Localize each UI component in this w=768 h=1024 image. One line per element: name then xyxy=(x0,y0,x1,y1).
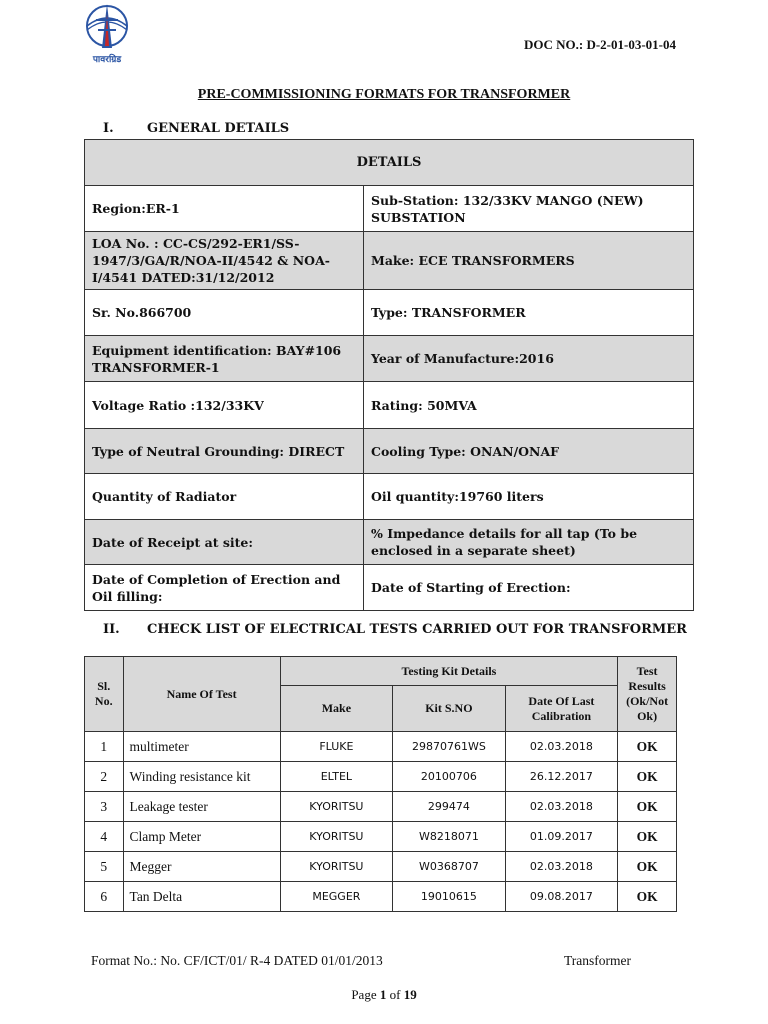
page-number xyxy=(0,987,768,1003)
cell-sl: 1 xyxy=(85,732,124,762)
table-cell: Make: ECE TRANSFORMERS xyxy=(364,232,694,290)
table-cell: Equipment identification: BAY#106 TRANSFORMER-1 xyxy=(85,336,364,382)
page-current: 1 xyxy=(379,987,387,1002)
cell-result: OK xyxy=(618,762,677,792)
table-row xyxy=(85,792,677,822)
cell-sl: 5 xyxy=(85,852,124,882)
footer-category: Transformer xyxy=(564,953,631,968)
table-cell: Sub-Station: 132/33KV MANGO (NEW) SUBSTATION xyxy=(364,186,694,232)
cell-make: MEGGER xyxy=(280,882,393,912)
cell-make: FLUKE xyxy=(280,732,393,762)
cell-kit-sno: 19010615 xyxy=(393,882,506,912)
cell-result: OK xyxy=(618,792,677,822)
page-of: of xyxy=(386,987,404,1002)
table-cell: Cooling Type: ONAN/ONAF xyxy=(364,429,694,474)
cell-make: KYORITSU xyxy=(280,792,393,822)
page-title: PRE-COMMISSIONING FORMATS FOR TRANSFORMER xyxy=(197,87,571,102)
cell-calibration-date: 02.03.2018 xyxy=(505,792,618,822)
electrical-tests-table xyxy=(84,656,677,912)
cell-sl: 4 xyxy=(85,822,124,852)
cell-test-name: Winding resistance kit xyxy=(123,762,280,792)
table-row xyxy=(85,762,677,792)
table-cell: Region:ER-1 xyxy=(85,186,364,232)
cell-calibration-date: 01.09.2017 xyxy=(505,822,618,852)
header-test-name: Name Of Test xyxy=(123,657,280,732)
cell-test-name: Megger xyxy=(123,852,280,882)
cell-test-name: Clamp Meter xyxy=(123,822,280,852)
section-heading-tests xyxy=(103,622,687,637)
table-cell: Voltage Ratio :132/33KV xyxy=(85,382,364,429)
header-test-results: Test Results (Ok/Not Ok) xyxy=(618,657,677,732)
section-number: I. xyxy=(103,121,114,136)
table-cell: Oil quantity:19760 liters xyxy=(364,474,694,520)
table-cell: Sr. No.866700 xyxy=(85,290,364,336)
cell-result: OK xyxy=(618,732,677,762)
page-total: 19 xyxy=(403,987,417,1002)
cell-result: OK xyxy=(618,822,677,852)
cell-kit-sno: 299474 xyxy=(393,792,506,822)
table-header: DETAILS xyxy=(85,140,694,186)
table-cell: Date of Completion of Erection and Oil filling: xyxy=(85,565,364,611)
cell-calibration-date: 02.03.2018 xyxy=(505,852,618,882)
table-cell: Type of Neutral Grounding: DIRECT xyxy=(85,429,364,474)
cell-make: KYORITSU xyxy=(280,822,393,852)
general-details-table xyxy=(84,139,694,611)
table-cell: Year of Manufacture:2016 xyxy=(364,336,694,382)
cell-kit-sno: W0368707 xyxy=(393,852,506,882)
section-heading-general xyxy=(103,121,289,136)
table-cell: LOA No. : CC-CS/292-ER1/SS-1947/3/GA/R/NOA-II/4542 & NOA-I/4541 DATED:31/12/2012 xyxy=(85,232,364,290)
header-testing-kit: Testing Kit Details xyxy=(280,657,618,686)
cell-calibration-date: 26.12.2017 xyxy=(505,762,618,792)
table-row xyxy=(85,852,677,882)
cell-test-name: Tan Delta xyxy=(123,882,280,912)
cell-kit-sno: 20100706 xyxy=(393,762,506,792)
cell-sl: 6 xyxy=(85,882,124,912)
header-calibration-date: Date Of Last Calibration xyxy=(505,686,618,732)
cell-kit-sno: 29870761WS xyxy=(393,732,506,762)
table-cell: Type: TRANSFORMER xyxy=(364,290,694,336)
table-row xyxy=(85,732,677,762)
table-cell: Quantity of Radiator xyxy=(85,474,364,520)
cell-kit-sno: W8218071 xyxy=(393,822,506,852)
logo-text: पावरग्रिड xyxy=(92,55,122,65)
table-row xyxy=(85,882,677,912)
table-cell: Date of Starting of Erection: xyxy=(364,565,694,611)
cell-calibration-date: 09.08.2017 xyxy=(505,882,618,912)
header-make: Make xyxy=(280,686,393,732)
cell-make: ELTEL xyxy=(280,762,393,792)
cell-result: OK xyxy=(618,882,677,912)
cell-test-name: Leakage tester xyxy=(123,792,280,822)
table-cell: Rating: 50MVA xyxy=(364,382,694,429)
section-title: CHECK LIST OF ELECTRICAL TESTS CARRIED OUT FOR TRANSFORMER xyxy=(147,622,687,637)
table-cell: % Impedance details for all tap (To be enclosed in a separate sheet) xyxy=(364,520,694,565)
table-cell: Date of Receipt at site: xyxy=(85,520,364,565)
doc-number: DOC NO.: D-2-01-03-01-04 xyxy=(523,37,676,52)
table-row xyxy=(85,822,677,852)
format-number: Format No.: No. CF/ICT/01/ R-4 DATED 01/01/2013 xyxy=(91,953,383,968)
section-title: GENERAL DETAILS xyxy=(147,121,290,136)
cell-calibration-date: 02.03.2018 xyxy=(505,732,618,762)
cell-make: KYORITSU xyxy=(280,852,393,882)
header-sl-no: Sl. No. xyxy=(85,657,124,732)
header-kit-sno: Kit S.NO xyxy=(393,686,506,732)
cell-sl: 2 xyxy=(85,762,124,792)
page-prefix: Page xyxy=(351,987,380,1002)
section-number: II. xyxy=(103,622,120,637)
cell-result: OK xyxy=(618,852,677,882)
cell-sl: 3 xyxy=(85,792,124,822)
cell-test-name: multimeter xyxy=(123,732,280,762)
